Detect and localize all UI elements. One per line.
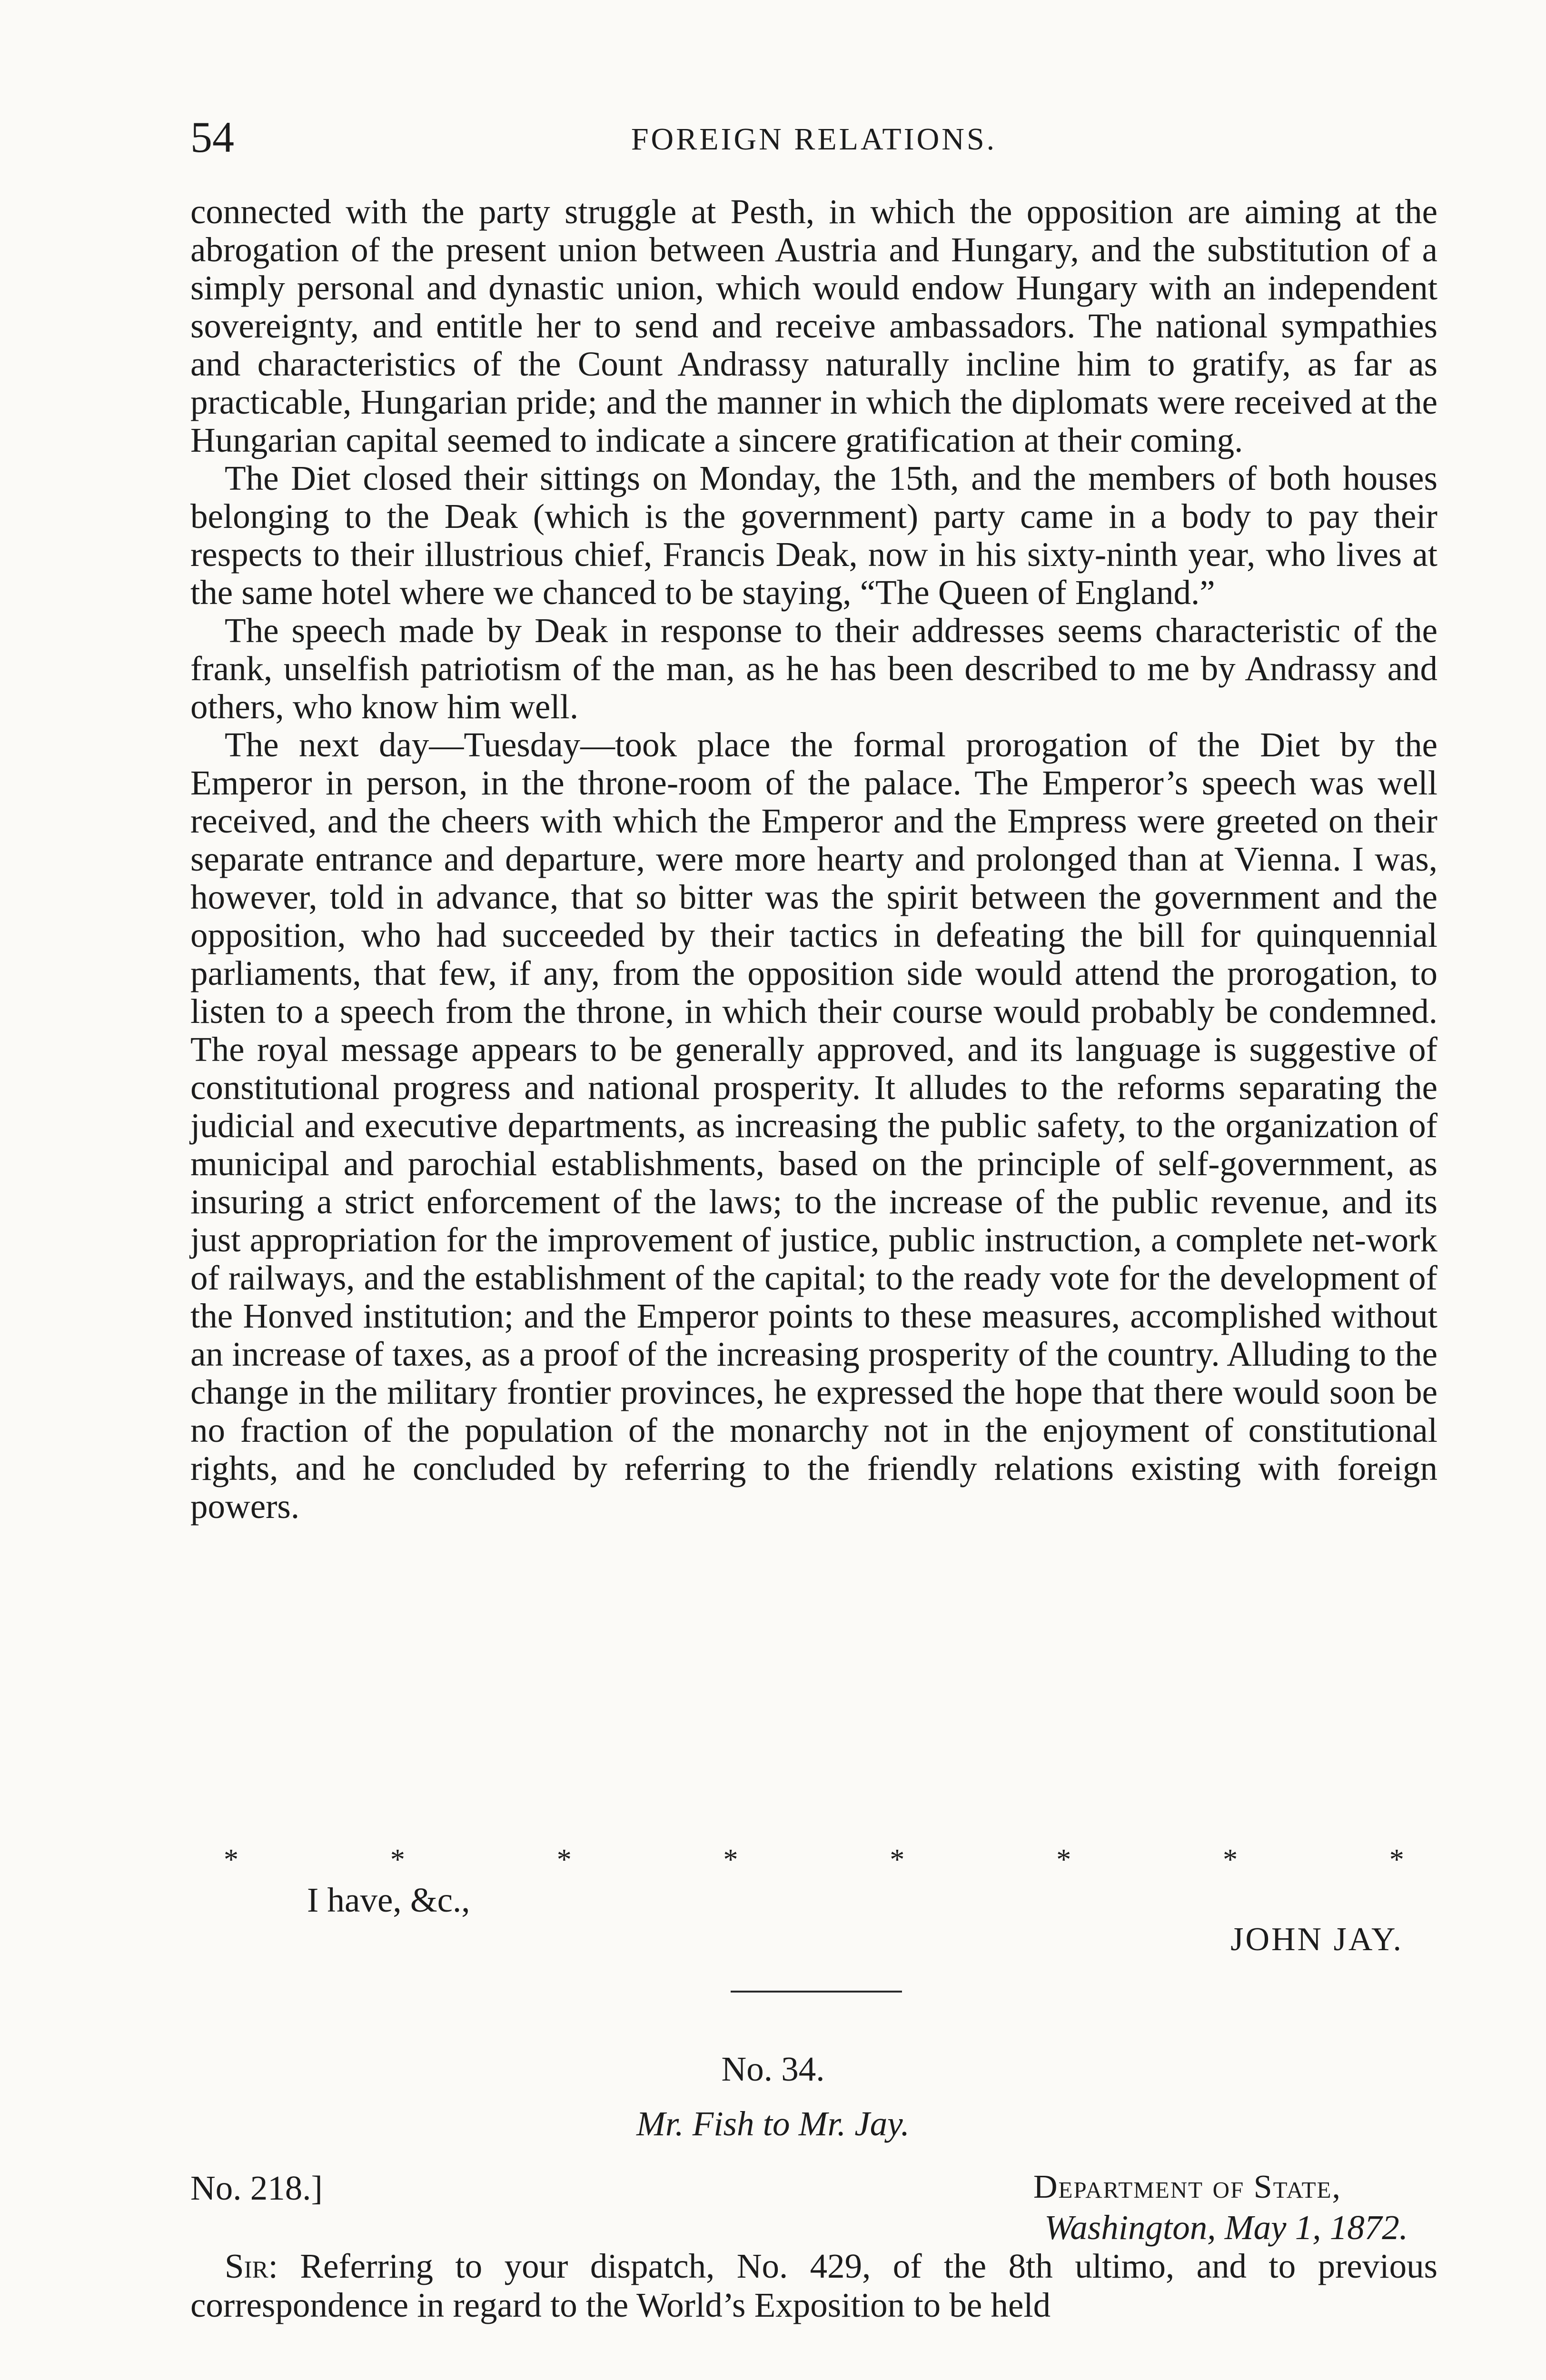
star: * bbox=[1389, 1844, 1404, 1876]
star: * bbox=[1223, 1844, 1238, 1876]
closing-line: I have, &c., bbox=[307, 1881, 470, 1919]
paragraph: The Diet closed their sittings on Monday, the 15th, and the members of both houses belonging to the Deak (which is the government) party came in a body to pay their respects to their illustrious chief, Francis Deak, now in his sixty-ninth year, who lives at the same hotel where we chanced to be staying, “The Queen of England.” bbox=[190, 459, 1437, 612]
place-date: Washington, May 1, 1872. bbox=[1044, 2208, 1408, 2247]
document-title: Mr. Fish to Mr. Jay. bbox=[636, 2104, 910, 2143]
body-text bbox=[190, 193, 1437, 1526]
letter-text bbox=[190, 2247, 1437, 2325]
running-title: FOREIGN RELATIONS. bbox=[631, 122, 997, 157]
star: * bbox=[1056, 1844, 1071, 1876]
signature: JOHN JAY. bbox=[1230, 1921, 1403, 1958]
paragraph: connected with the party struggle at Pesth, in which the opposition are aiming at the abrogation of the present union between Austria and Hungary, and the substitution of a simply personal and dynastic union, which would endow Hungary with an independent sovereignty, and entitle her to send and receive ambassadors. The national sympathies and characteristics of the Count Andrassy naturally incline him to gratify, as far as practicable, Hungarian pride; and the manner in which the diplomats were received at the Hungarian capital seemed to indicate a sincere gratification at their coming. bbox=[190, 192, 1437, 459]
document-number: No. 34. bbox=[721, 2050, 825, 2088]
star: * bbox=[390, 1844, 405, 1876]
section-divider bbox=[731, 1991, 902, 1993]
ellipsis-stars bbox=[224, 1843, 1404, 1877]
reference-number: No. 218.] bbox=[190, 2169, 323, 2207]
star: * bbox=[224, 1844, 238, 1876]
paragraph: The speech made by Deak in response to their addresses seems characteristic of the frank, unselfish patriotism of the man, as he has been described to me by Andrassy and others, who know him well. bbox=[190, 611, 1437, 726]
star: * bbox=[723, 1844, 738, 1876]
paragraph: The next day—Tuesday—took place the formal prorogation of the Diet by the Emperor in person, in the throne-room of the palace. The Emperor’s speech was well received, and the cheers with which the Emperor and the Empress were greeted on their separate entrance and departure, were more hearty and prolonged than at Vienna. I was, however, told in advance, that so bitter was the spirit between the government and the opposition, who had succeeded by their tactics in defeating the bill for quinquennial parliaments, that few, if any, from the opposition side would attend the prorogation, to listen to a speech from the throne, in which their course would probably be condemned. The royal message appears to be generally approved, and its language is suggestive of constitutional progress and national prosperity. It alludes to the reforms separating the judicial and executive departments, as increasing the public safety, to the organization of municipal and parochial establishments, based on the principle of self-government, as insuring a strict enforcement of the laws; to the increase of the public revenue, and its just appropriation for the improvement of justice, public instruction, a complete net-work of railways, and the establishment of the capital; to the ready vote for the development of the Honved institution; and the Emperor points to these measures, accomplished without an increase of taxes, as a proof of the increasing prosperity of the country. Alluding to the change in the military frontier provinces, he expressed the hope that there would soon be no fraction of the population of the monarchy not in the enjoyment of constitutional rights, and he concluded by referring to the friendly relations existing with foreign powers. bbox=[190, 725, 1437, 1526]
star: * bbox=[556, 1844, 572, 1876]
page-header bbox=[190, 112, 1437, 164]
page-number: 54 bbox=[190, 113, 234, 161]
letter-body-text: Referring to your dispatch, No. 429, of the 8th ultimo, and to previous correspondence in regard to the World’s Exposition to be held bbox=[190, 2247, 1438, 2324]
salutation: Sir: bbox=[225, 2247, 278, 2285]
star: * bbox=[890, 1844, 905, 1876]
department-heading: Department of State, bbox=[1033, 2169, 1341, 2205]
